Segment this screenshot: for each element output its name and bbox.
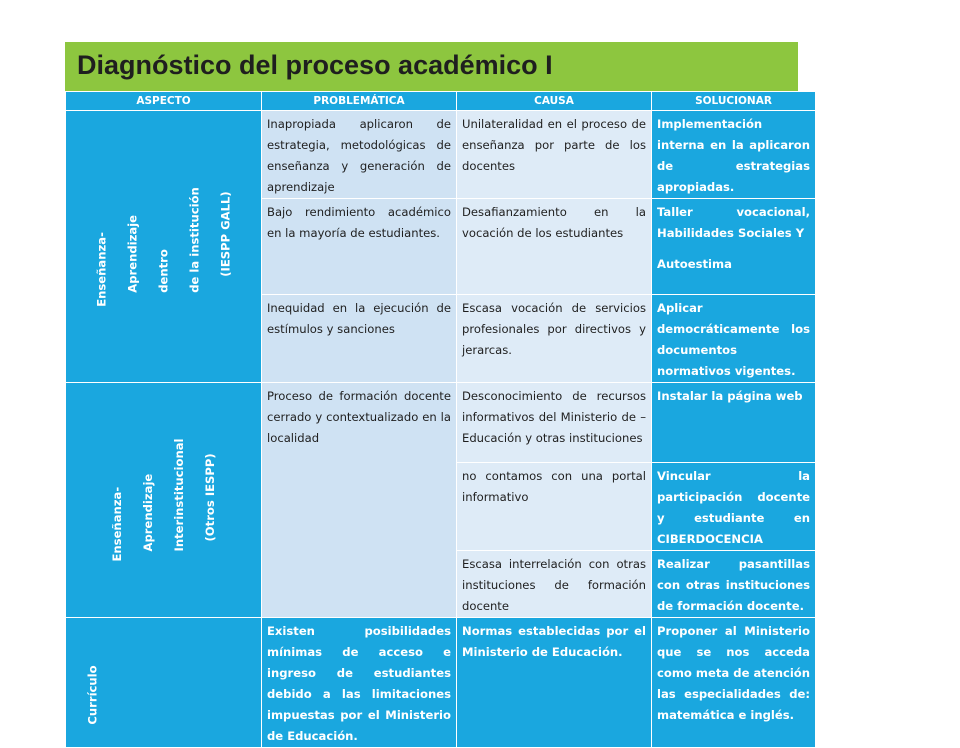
cause-cell: Desafianzamiento en la vocación de los estudiantes (457, 199, 652, 295)
aspect-cell-institucion (66, 111, 262, 383)
solution-cell: Realizar pasantillas con otras instituciones de formación docente. (652, 551, 816, 618)
cause-cell: Unilateralidad en el proceso de enseñanza por parte de los docentes (457, 111, 652, 199)
solution-text: Taller vocacional, Habilidades Sociales Y (657, 205, 810, 240)
aspect-cell-interinstitucional (66, 383, 262, 618)
solution-cell: Proponer al Ministerio que se nos acceda como meta de atención las especialidades de: matemática e inglés. (652, 618, 816, 748)
aspect-label-institucion: Enseñanza- Aprendizaje dentro de la institución (IESPP GALL) (94, 186, 232, 307)
table-row (66, 383, 816, 463)
solution-cell (652, 199, 816, 295)
diagnosis-table (65, 91, 816, 748)
cause-cell: Normas establecidas por el Ministerio de Educación. (457, 618, 652, 748)
aspect-label-curriculo: Currículo (85, 665, 100, 726)
table-row (66, 618, 816, 748)
cause-cell: Desconocimiento de recursos informativos del Ministerio de –Educación y otras instituciones (457, 383, 652, 463)
solution-cell: Vincular la participación docente y estudiante en CIBERDOCENCIA (652, 463, 816, 551)
solution-cell: Aplicar democráticamente los documentos normativos vigentes. (652, 295, 816, 383)
aspect-label-interinstitucional: Enseñanza- Aprendizaje Interinstitucional (Otros IESPP) (109, 438, 217, 562)
solution-text-extra: Autoestima (657, 257, 732, 271)
solution-cell: Instalar la página web (652, 383, 816, 463)
aspect-cell-curriculo (66, 618, 262, 748)
solution-cell: Implementación interna en la aplicaron de estrategias apropiadas. (652, 111, 816, 199)
problem-cell: Existen posibilidades mínimas de acceso e ingreso de estudiantes debido a las limitaciones impuestas por el Ministerio de Educación. (262, 618, 457, 748)
problem-cell: Bajo rendimiento académico en la mayoría de estudiantes. (262, 199, 457, 295)
header-causa: CAUSA (457, 92, 652, 111)
title-bar (65, 42, 798, 91)
header-aspecto: ASPECTO (66, 92, 262, 111)
header-row (66, 92, 816, 111)
problem-cell: Inequidad en la ejecución de estímulos y sanciones (262, 295, 457, 383)
header-problematica: PROBLEMÁTICA (262, 92, 457, 111)
table-row (66, 111, 816, 199)
cause-cell: no contamos con una portal informativo (457, 463, 652, 551)
slide-title: Diagnóstico del proceso académico I (77, 50, 553, 80)
cause-cell: Escasa interrelación con otras instituciones de formación docente (457, 551, 652, 618)
problem-cell: Proceso de formación docente cerrado y contextualizado en la localidad (262, 383, 457, 618)
cause-cell: Escasa vocación de servicios profesionales por directivos y jerarcas. (457, 295, 652, 383)
header-solucionar: SOLUCIONAR (652, 92, 816, 111)
problem-cell: Inapropiada aplicaron de estrategia, metodológicas de enseñanza y generación de aprendizaje (262, 111, 457, 199)
